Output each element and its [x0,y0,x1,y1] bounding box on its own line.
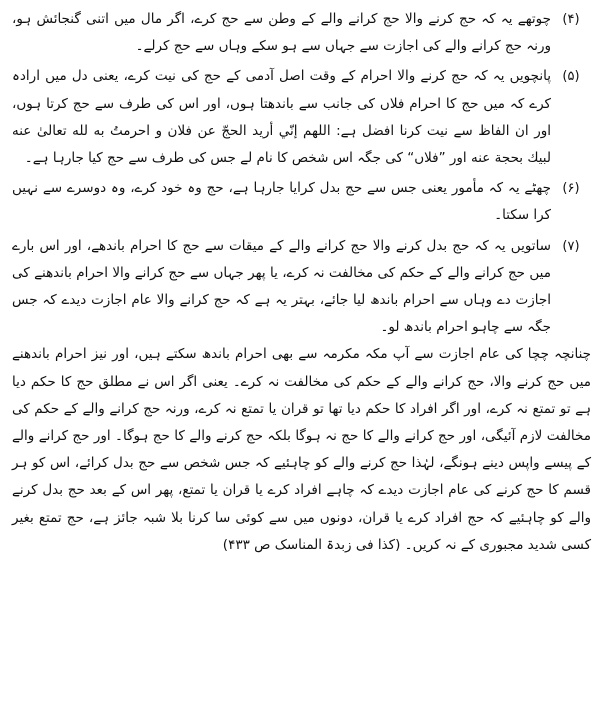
item-text: چھٹے یہ کہ مأمور یعنی جس سے حج بدل کرایا جارہا ہے، حج وہ خود کرے، وہ دوسرے سے نہیں کرا سکتا۔ [12,180,551,224]
list-item-5 [12,63,591,172]
item-text: پانچویں یہ کہ حج کرنے والا احرام کے وقت اصل آدمی کے حج کی نیت کرے، یعنی دل میں ارادہ کرے کہ میں حج کا احرام فلاں کی جانب سے باندھتا ہوں، اور اس کی طرف سے حج کرتا ہوں، اور ان الفاظ سے نیت کرنا افضل ہے: اللھم إنّي أريد الحجّ عن فلان و احرمتُ به لله تعالیٰ عنه لبیك بحجة عنه اور ”فلاں“ کی جگہ اس شخص کا نام لے جس کی طرف سے حج کیا جارہا ہے۔ [12,68,551,167]
list-item-7 [12,233,591,342]
item-number: (۴) [562,12,580,27]
item-text: چوتھے یہ کہ حج کرنے والا حج کرانے والے کے وطن سے حج کرے، اگر مال میں اتنی گنجائش ہو، ورنہ حج کرانے والے کی اجازت سے جہاں سے ہو سکے وہاں سے حج کرلے۔ [12,11,551,55]
item-number: (۵) [562,69,580,85]
item-number: (۶) [562,181,580,197]
item-number: (۷) [562,238,580,254]
list-item-4 [12,6,591,60]
list-item-6 [12,175,591,229]
closing-paragraph: چنانچہ چچا کی عام اجازت سے آپ مکہ مکرمہ سے بھی احرام باندھ سکتے ہیں، اور نیز احرام باندھنے میں حج کرنے والا، حج کرانے والے کے حکم کی مخالفت نہ کرے۔ یعنی اگر اس نے مطلق حج کا حکم دیا ہے تو تمتع نہ کرے، اور اگر افراد کا حکم دیا تھا تو قران یا تمتع نہ کرے، ورنہ حج کرانے والے کے حکم کی مخالفت لازم آئیگی، اور حج کرانے والے کا حج نہ ہوگا بلکہ حج کرنے والے کا حج ہوگا۔ اور حج کرانے والے کے پیسے واپس دینے ہونگے، لہٰذا حج کرنے والے کو چاہئیے کہ جس شخص سے حج بدل کرائے، اس کو ہر قسم کا حج کرنے کی عام اجازت دیدے کہ چاہے افراد کرے یا قران یا تمتع، پھر اس کے بعد حج بدل کرنے والے کو چاہئیے کہ حج افراد کرے یا قران، دونوں میں سے کوئی سا کرنا بلا شبہ جائز ہے، حج تمتع بغیر کسی شدید مجبوری کے نہ کریں۔ (کذا فی زبدۃ المناسک ص ۴۳۳) [12,346,591,553]
item-text: ساتویں یہ کہ حج بدل کرنے والا حج کرانے والے کے میقات سے حج کا احرام باندھے، اور اس بارے میں حج کرانے والے کے حکم کی مخالفت نہ کرے، یا پھر جہاں سے حج کرانے والا احرام باندھنے کی اجازت دے وہاں سے احرام باندھ لیا جائے، بہتر یہ ہے کہ حج کرانے والا عام اجازت دیدے کہ جس جگہ سے چاہو احرام باندھ لو۔ [12,237,551,336]
